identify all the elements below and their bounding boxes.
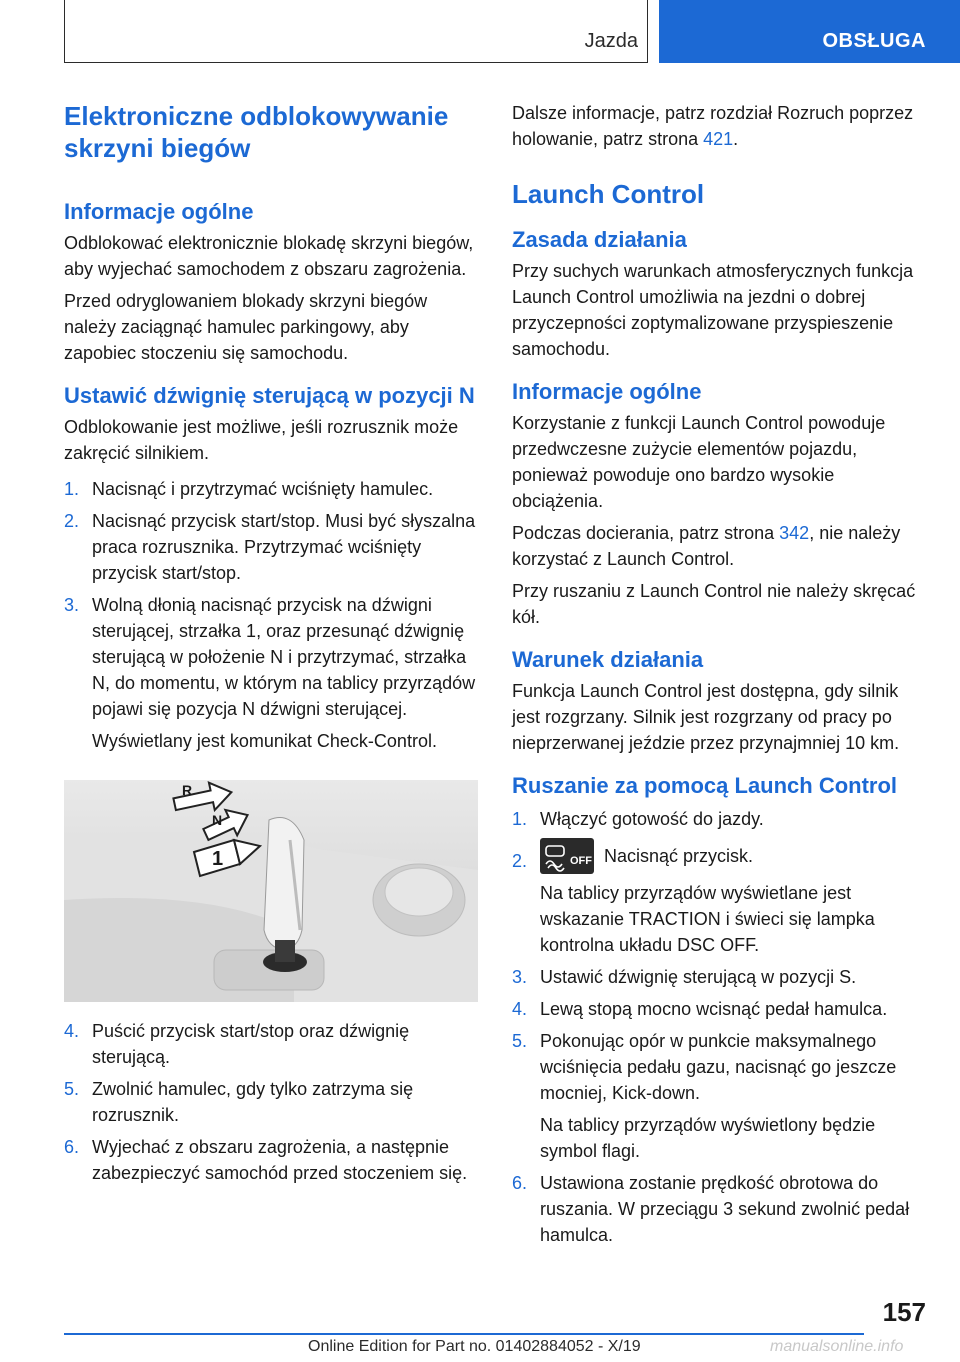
list-item	[64, 1076, 478, 1128]
photo-label-r: R	[182, 782, 193, 798]
list-item	[64, 592, 478, 754]
step-number: 6.	[64, 1137, 80, 1157]
step-text: Ustawiona zostanie prędkość obrotowa do ruszania. W przeciągu 3 sekund zwolnić pedał hamulca.	[540, 1173, 910, 1245]
dsc-off-button-icon	[540, 838, 594, 874]
step-number: 2.	[512, 851, 528, 871]
paragraph-unlock: Odblokować elektronicznie blokadę skrzyni biegów, aby wyjechać samochodem z obszaru zagrożenia.	[64, 233, 474, 279]
subheading-principle: Zasada działania	[512, 227, 687, 252]
step-text: Puścić przycisk start/stop oraz dźwignię sterującą.	[92, 1021, 410, 1067]
gear-lever-illustration	[64, 780, 478, 1002]
photo-label-1: 1	[212, 848, 224, 870]
section-title-launch-control: Launch Control	[512, 179, 705, 209]
step-number: 1.	[512, 809, 528, 829]
right-column	[512, 100, 928, 1248]
steps-list-1	[64, 476, 478, 754]
section-title: Elektroniczne odblokowywanie skrzyni biegów	[64, 101, 449, 163]
step-text: Wyjechać z obszaru zagrożenia, a następnie zabezpieczyć samochód przed stoczeniem się.	[92, 1137, 468, 1183]
left-column	[64, 100, 478, 1186]
footer-edition: Online Edition for Part no. 01402884052 - X/19	[308, 1338, 641, 1355]
list-item	[512, 1028, 928, 1164]
list-item	[64, 476, 478, 502]
paragraph-steering: Przy ruszaniu z Launch Control nie należy skręcać kół.	[512, 581, 916, 627]
watermark-site: manualsonline.info	[770, 1338, 904, 1355]
dsc-off-label: OFF	[570, 855, 592, 867]
step-number: 5.	[512, 1031, 528, 1051]
step-text: Nacisnąć i przytrzymać wciśnięty hamulec.	[92, 479, 434, 499]
header-tab-obsluga[interactable]: OBSŁUGA	[659, 0, 960, 63]
list-item	[64, 1018, 478, 1070]
page-number: 157	[882, 1297, 926, 1327]
paragraph-condition: Funkcja Launch Control jest dostępna, gdy silnik jest rozgrzany. Silnik jest rozgrzany od pracy po nieprzerwanej jeździe przez przynajmniej 10 km.	[512, 681, 900, 753]
step-number: 6.	[512, 1173, 528, 1193]
paragraph-more-info: Dalsze informacje, patrz rozdział Rozruch poprzez holowanie, patrz strona 421.	[512, 103, 914, 149]
step-note: Wyświetlany jest komunikat Check-Control.	[92, 731, 437, 751]
paragraph-starter: Odblokowanie jest możliwe, jeśli rozrusznik może zakręcić silnikiem.	[64, 417, 459, 463]
footer-divider	[64, 1333, 864, 1335]
subheading-start: Ruszanie za pomocą Launch Control	[512, 773, 898, 798]
list-item	[512, 838, 928, 958]
header-frame	[64, 0, 648, 63]
step-text: Włączyć gotowość do jazdy.	[540, 809, 764, 829]
list-item	[64, 508, 478, 586]
step-note: Na tablicy przyrządów wyświetlony będzie symbol flagi.	[540, 1115, 876, 1161]
paragraph-parking-brake: Przed odryglowaniem blokady skrzyni biegów należy zaciągnąć hamulec parkingowy, aby zapobiec stoczeniu się samochodu.	[64, 291, 428, 363]
step-text: Zwolnić hamulec, gdy tylko zatrzyma się rozrusznik.	[92, 1079, 414, 1125]
header-section-label: Jazda	[584, 30, 638, 52]
list-item	[512, 806, 928, 832]
list-item	[512, 964, 928, 990]
steps-list-2	[64, 1018, 478, 1186]
step-text: Nacisnąć przycisk start/stop. Musi być słyszalna praca rozrusznika. Przytrzymać wciśnięty przycisk start/stop.	[92, 511, 476, 583]
subheading-general: Informacje ogólne	[64, 199, 254, 224]
launch-steps-list	[512, 806, 928, 1248]
page-link-421[interactable]: 421	[703, 129, 734, 149]
paragraph-wear: Korzystanie z funkcji Launch Control powoduje przedwczesne zużycie elementów pojazdu, ponieważ powoduje ono bardzo wysokie obciążenia.	[512, 413, 886, 511]
step-number: 1.	[64, 479, 80, 499]
step-number: 2.	[64, 511, 80, 531]
step-number: 3.	[64, 595, 80, 615]
step-note: Na tablicy przyrządów wyświetlane jest wskazanie TRACTION i świeci się lampka kontrolna układu DSC OFF.	[540, 883, 875, 955]
list-item	[512, 1170, 928, 1248]
gear-lever-photo	[64, 780, 478, 1002]
step-text: Nacisnąć przycisk.	[604, 846, 754, 866]
step-number: 5.	[64, 1079, 80, 1099]
subheading-general-right: Informacje ogólne	[512, 379, 702, 404]
paragraph-break-in: Podczas docierania, patrz strona 342, nie należy korzystać z Launch Control.	[512, 523, 901, 569]
step-text: Ustawić dźwignię sterującą w pozycji S.	[540, 967, 857, 987]
list-item	[64, 1134, 478, 1186]
step-number: 4.	[512, 999, 528, 1019]
step-text: Pokonując opór w punkcie maksymalnego wciśnięcia pedału gazu, nacisnąć go jeszcze mocniej, Kick-down.	[540, 1031, 897, 1103]
step-number: 4.	[64, 1021, 80, 1041]
photo-label-n: N	[212, 812, 223, 828]
list-item	[512, 996, 928, 1022]
subheading-condition: Warunek działania	[512, 647, 704, 672]
page-link-342[interactable]: 342	[779, 523, 810, 543]
step-text: Lewą stopą mocno wcisnąć pedał hamulca.	[540, 999, 888, 1019]
step-text: Wolną dłonią nacisnąć przycisk na dźwigni sterującej, strzałka 1, oraz przesunąć dźwignię sterującą w położenie N i przytrzymać, strzałka N, do momentu, w którym na tablicy przyrządów pojawi się pozycja N dźwigni sterującej.	[92, 595, 476, 719]
paragraph-principle: Przy suchych warunkach atmosferycznych funkcja Launch Control umożliwia na jezdni o dobrej przyczepności zoptymalizowane przyspieszenie samochodu.	[512, 261, 914, 359]
step-number: 3.	[512, 967, 528, 987]
subheading-set-neutral: Ustawić dźwignię sterującą w pozycji N	[64, 383, 475, 408]
